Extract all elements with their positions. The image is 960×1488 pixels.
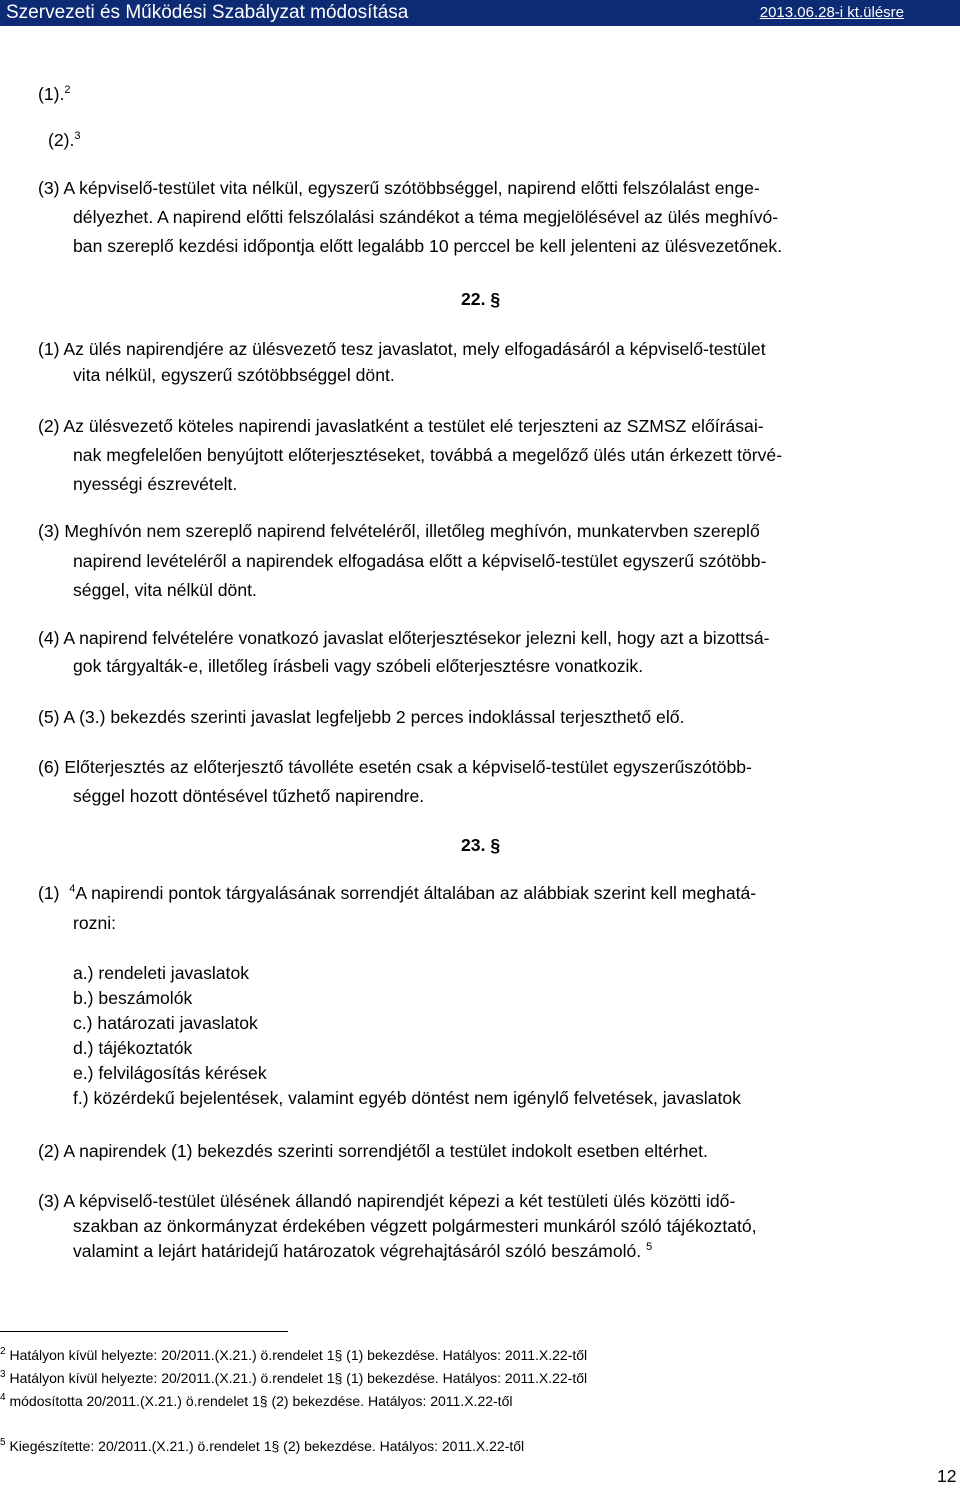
s22-paragraph-6-line: (6) Előterjesztés az előterjesztő távolléte esetén csak a képviselő-testület egyszerűszótöbb- — [38, 757, 752, 777]
paragraph-1: (1).$^2$ — [38, 84, 71, 104]
s22-paragraph-2-line: (2) Az ülésvezető köteles napirendi javaslatként a testület elé terjeszteni az SZMSZ előírásai- — [38, 416, 764, 436]
s22-paragraph-6-line: séggel hozott döntésével tűzhető napirendre. — [73, 786, 425, 806]
section-sign: § — [490, 835, 501, 855]
s23-paragraph-2: (2) A napirendek (1) bekezdés szerinti sorrendjétől a testület indokolt esetben eltérhet. — [38, 1141, 708, 1161]
s23-paragraph-1-line: rozni: — [73, 913, 117, 933]
s23-paragraph-1-line: (1) $^4$A napirendi pontok tárgyalásának sorrendjét általában az alábbiak szerint kell meghatá- — [38, 883, 757, 903]
list-item: a.) rendeleti javaslatok — [73, 963, 250, 983]
paragraph-3-line: (3) A képviselő-testület vita nélkül, egyszerű szótöbbséggel, napirend előtti felszólalást enge- — [38, 178, 760, 198]
document-header — [0, 0, 960, 26]
paragraph-2: (2).$^3$ — [48, 130, 81, 150]
paragraph-3-line: délyezhet. A napirend előtti felszólalási szándékot a téma megjelölésével az ülés meghívó- — [73, 207, 779, 227]
s22-paragraph-1-line: vita nélkül, egyszerű szótöbbséggel dönt. — [73, 365, 395, 385]
s22-paragraph-4-line: gok tárgyalták-e, illetőleg írásbeli vagy szóbeli előterjesztésre vonatkozik. — [73, 656, 644, 676]
footnote-ref-3[interactable]: 3 — [74, 130, 81, 142]
footnote-ref-2[interactable]: 2 — [64, 84, 71, 96]
list-item: b.) beszámolók — [73, 988, 193, 1008]
footnote: $^5$ Kiegészítette: 20/2011.(X.21.) ö.rendelet 1§ (2) bekezdése. Hatályos: 2011.X.22-től — [0, 1437, 525, 1454]
section-22-heading: 22. § — [461, 289, 501, 309]
footnote: $^4$ módosította 20/2011.(X.21.) ö.rendelet 1§ (2) bekezdése. Hatályos: 2011.X.22-től — [0, 1392, 513, 1409]
footnote-ref-5[interactable]: 5 — [646, 1241, 653, 1253]
s22-paragraph-3-line: séggel, vita nélkül dönt. — [73, 580, 257, 600]
s22-paragraph-4-line: (4) A napirend felvételére vonatkozó javaslat előterjesztésekor jelezni kell, hogy azt a bizottsá- — [38, 628, 770, 648]
document-title: Szervezeti és Működési Szabályzat módosítása — [6, 2, 409, 23]
list-item: c.) határozati javaslatok — [73, 1013, 258, 1033]
s22-paragraph-1-line: (1) Az ülés napirendjére az ülésvezető tesz javaslatot, mely elfogadásáról a képviselő-testület — [38, 339, 766, 359]
footnote: $^2$ Hatályon kívül helyezte: 20/2011.(X.21.) ö.rendelet 1§ (1) bekezdése. Hatályos: 2011.X.22-től — [0, 1346, 588, 1363]
page-number: 12 — [937, 1466, 957, 1486]
s22-paragraph-2-line: nak megfelelően benyújtott előterjesztéseket, továbbá a megelőző ülés után érkezett törvé- — [73, 445, 783, 465]
s23-paragraph-3-line: (3) A képviselő-testület ülésének állandó napirendjét képezi a két testületi ülés közötti idő- — [38, 1191, 736, 1211]
meeting-date: 2013.06.28-i kt.ülésre — [759, 4, 904, 21]
s23-paragraph-3-line: valamint a lejárt határidejű határozatok végrehajtásáról szóló beszámoló. $^5$ — [73, 1241, 653, 1261]
s22-paragraph-2-line: nyességi észrevételt. — [73, 474, 238, 494]
s23-paragraph-3-line: szakban az önkormányzat érdekében végzett polgármesteri munkáról szóló tájékoztató, — [73, 1216, 757, 1236]
list-item: d.) tájékoztatók — [73, 1038, 193, 1058]
paragraph-3-line: ban szereplő kezdési időpontja előtt legalább 10 perccel be kell jelenteni az ülésvezetőnek. — [73, 236, 783, 256]
section-sign: § — [490, 289, 501, 309]
list-item: e.) felvilágosítás kérések — [73, 1063, 267, 1083]
s22-paragraph-5: (5) A (3.) bekezdés szerinti javaslat legfeljebb 2 perces indoklással terjeszthető elő. — [38, 707, 685, 727]
section-23-heading: 23. § — [461, 835, 501, 855]
s22-paragraph-3-line: napirend levételéről a napirendek elfogadása előtt a képviselő-testület egyszerű szótöbb- — [73, 551, 767, 571]
footnote-ref-4[interactable]: 4 — [69, 883, 76, 895]
list-item: f.) közérdekű bejelentések, valamint egyéb döntést nem igénylő felvetések, javaslatok — [73, 1088, 741, 1108]
footnote-separator — [0, 1331, 288, 1332]
footnote: $^3$ Hatályon kívül helyezte: 20/2011.(X.21.) ö.rendelet 1§ (1) bekezdése. Hatályos: 2011.X.22-től — [0, 1369, 588, 1386]
s22-paragraph-3-line: (3) Meghívón nem szereplő napirend felvételéről, illetőleg meghívón, munkatervben szereplő — [38, 521, 760, 541]
